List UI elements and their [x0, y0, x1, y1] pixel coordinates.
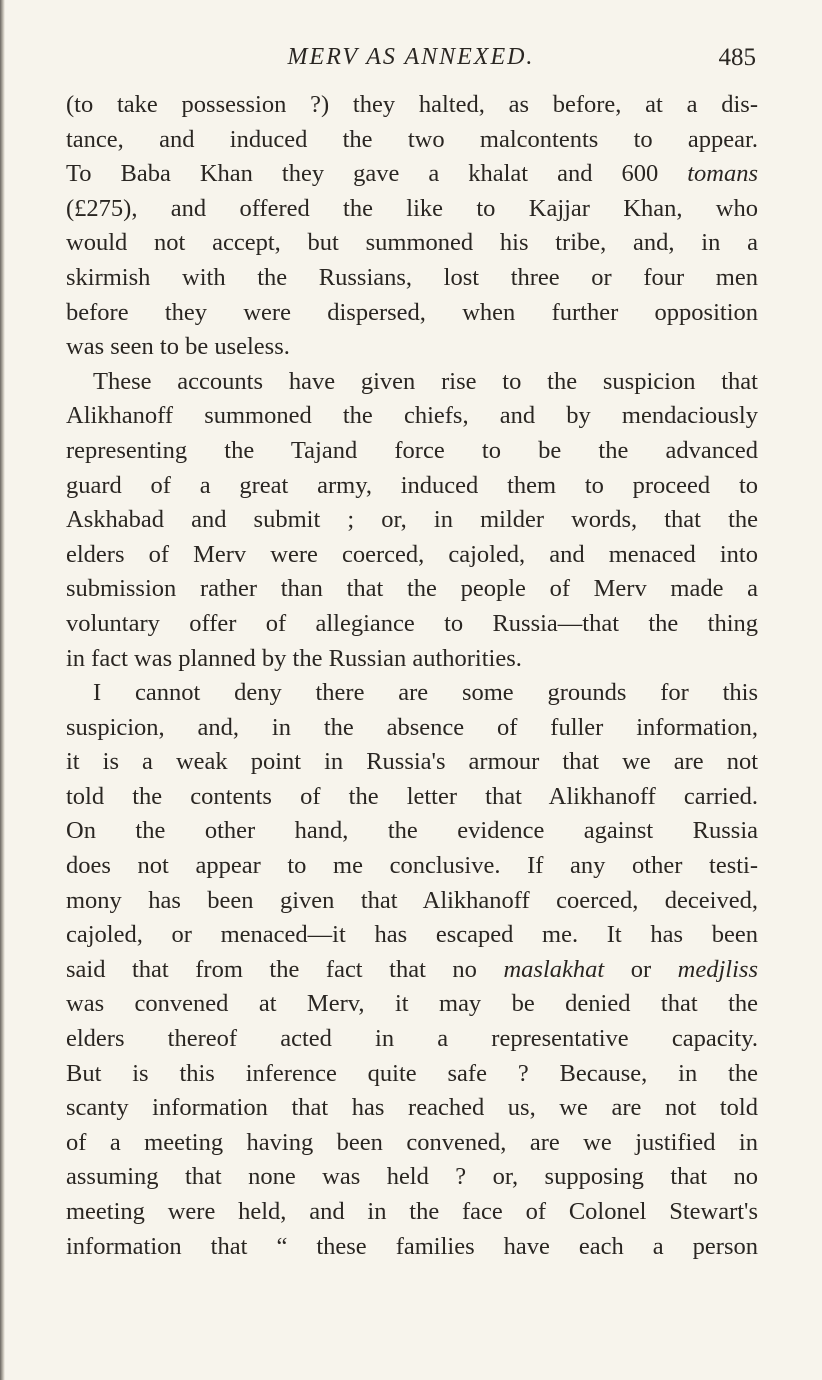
text-run: skirmish with the Russians, lost three or four men	[66, 263, 758, 291]
text-line	[66, 538, 758, 573]
text-line	[66, 296, 758, 331]
text-run: I cannot deny there are some grounds for this	[93, 679, 758, 707]
text-line	[66, 711, 758, 746]
text-run: would not accept, but summoned his tribe, and, in a	[66, 229, 758, 257]
text-line	[66, 434, 758, 469]
text-line	[66, 469, 758, 504]
text-line	[66, 1195, 758, 1230]
text-run: before they were dispersed, when further opposition	[66, 298, 758, 326]
text-run: representing the Tajand force to be the advanced	[66, 436, 758, 464]
italic-term: medjliss	[677, 955, 758, 983]
text-run: was seen to be useless.	[66, 333, 290, 361]
text-run: On the other hand, the evidence against Russia	[66, 817, 758, 845]
text-run: meeting were held, and in the face of Colonel Stewart's	[66, 1198, 758, 1225]
text-line	[66, 1022, 758, 1057]
text-run: guard of a great army, induced them to proceed to	[66, 471, 758, 499]
text-run: information that “ these families have each a person	[66, 1232, 758, 1260]
text-line	[66, 261, 758, 296]
text-line	[66, 745, 758, 780]
text-line	[66, 676, 758, 711]
italic-term: tomans	[687, 160, 758, 188]
paragraph	[66, 676, 758, 1264]
text-run: assuming that none was held ? or, supposing that no	[66, 1163, 758, 1191]
text-line	[66, 88, 758, 123]
text-line	[66, 884, 758, 919]
text-line	[66, 953, 758, 988]
text-line	[66, 1126, 758, 1161]
paragraph	[66, 365, 758, 676]
text-line	[66, 987, 758, 1022]
text-run: elders of Merv were coerced, cajoled, and menaced into	[66, 540, 758, 568]
running-head	[66, 44, 756, 80]
text-run: (£275), and offered the like to Kajjar Khan, who	[66, 194, 758, 222]
text-run: was convened at Merv, it may be denied that the	[66, 990, 758, 1018]
running-title: MERV AS ANNEXED.	[287, 44, 535, 70]
page-binding-edge	[0, 0, 5, 1380]
text-run: (to take possession ?) they halted, as before, at a dis-	[66, 91, 758, 118]
text-line	[66, 1160, 758, 1195]
text-run: But is this inference quite safe ? Because, in the	[66, 1059, 758, 1087]
text-run: elders thereof acted in a representative capacity.	[66, 1025, 758, 1053]
text-run: told the contents of the letter that Alikhanoff carried.	[66, 782, 758, 810]
text-run: These accounts have given rise to the suspicion that	[93, 367, 758, 395]
text-run: To Baba Khan they gave a khalat and 600	[66, 160, 688, 188]
text-line	[66, 1230, 758, 1265]
text-run: scanty information that has reached us, we are not told	[66, 1094, 758, 1122]
text-run: of a meeting having been convened, are we justified in	[66, 1128, 758, 1156]
text-line	[66, 503, 758, 538]
text-line	[66, 1057, 758, 1092]
text-line	[66, 918, 758, 953]
text-line	[66, 399, 758, 434]
text-line	[66, 849, 758, 884]
body-text	[66, 88, 758, 1264]
text-line	[66, 157, 758, 192]
text-run: suspicion, and, in the absence of fuller information,	[66, 713, 758, 741]
text-run: voluntary offer of allegiance to Russia—that the thing	[66, 609, 758, 637]
text-line	[66, 607, 758, 642]
text-line	[66, 814, 758, 849]
italic-term: maslakhat	[503, 955, 605, 983]
text-run: said that from the fact that no	[66, 955, 504, 983]
text-line	[66, 780, 758, 815]
text-line	[66, 123, 758, 158]
text-run: tance, and induced the two malcontents to appear.	[66, 125, 758, 153]
text-line	[66, 226, 758, 261]
page-number: 485	[718, 44, 756, 71]
text-run: mony has been given that Alikhanoff coerced, deceived,	[66, 886, 758, 914]
text-line	[66, 365, 758, 400]
text-line	[66, 192, 758, 227]
text-line	[66, 330, 758, 365]
text-run: Alikhanoff summoned the chiefs, and by mendaciously	[66, 402, 758, 430]
text-line	[66, 642, 758, 677]
text-run: cajoled, or menaced—it has escaped me. It has been	[66, 921, 758, 949]
text-run: it is a weak point in Russia's armour that we are not	[66, 748, 758, 776]
paragraph	[66, 88, 758, 365]
text-run: Askhabad and submit ; or, in milder words, that the	[66, 506, 758, 534]
text-line	[66, 572, 758, 607]
text-run: in fact was planned by the Russian authorities.	[66, 644, 522, 672]
text-run: or	[604, 955, 678, 983]
text-line	[66, 1091, 758, 1126]
text-run: does not appear to me conclusive. If any other testi-	[66, 852, 758, 880]
text-run: submission rather than that the people of Merv made a	[66, 575, 758, 603]
